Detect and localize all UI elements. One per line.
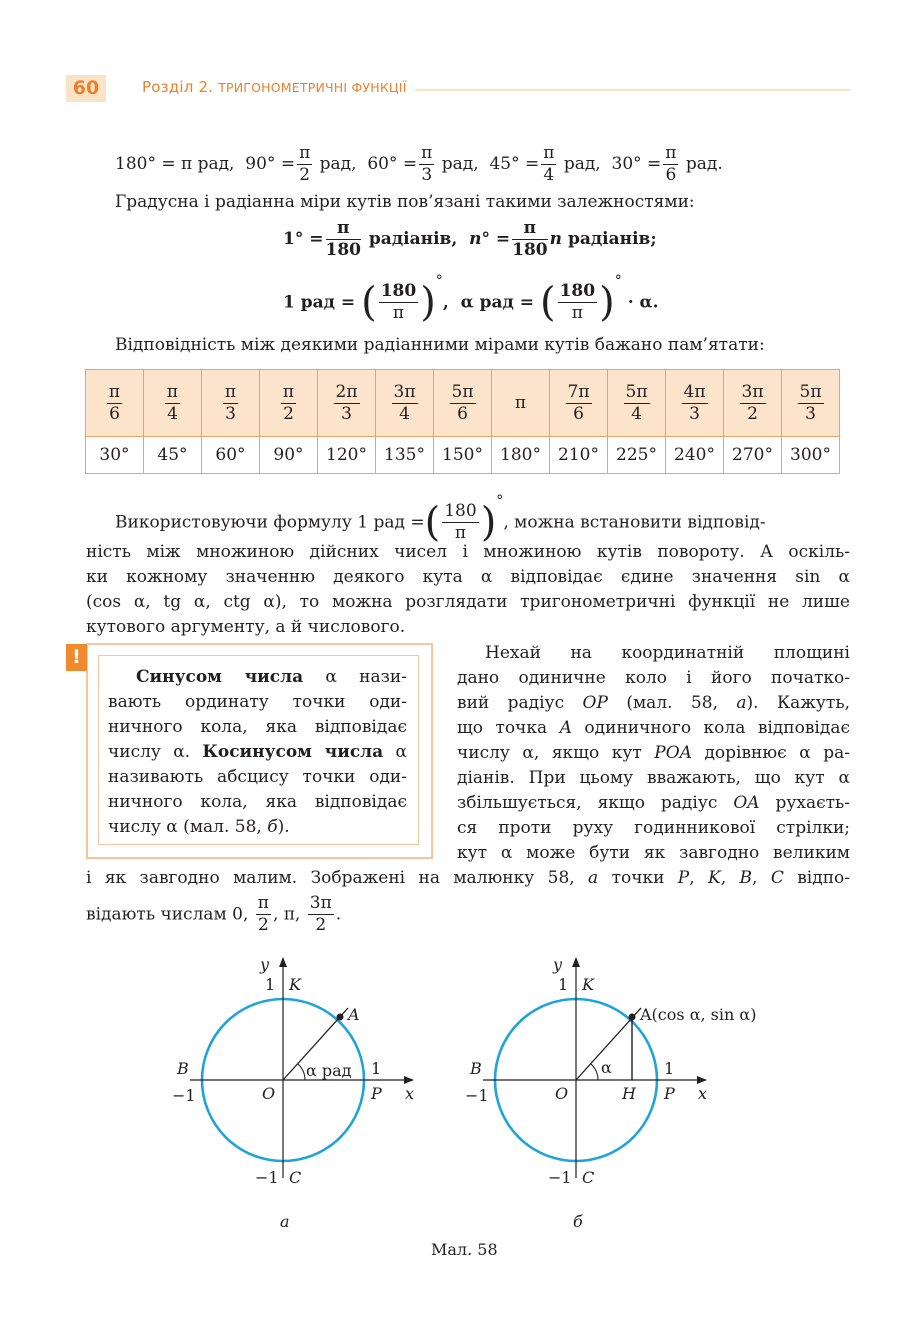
numerator: 180	[444, 501, 477, 521]
angle-table	[85, 369, 840, 474]
fraction	[740, 382, 766, 425]
fraction	[442, 501, 478, 544]
denominator: 2	[315, 915, 327, 935]
denominator: 4	[167, 403, 178, 424]
definition-line3: ничного кола, яка відповідає	[108, 717, 407, 737]
text: вий радіус	[457, 693, 583, 713]
point-c: C	[770, 868, 784, 888]
numerator: π	[299, 143, 311, 163]
formula-degree-radian	[283, 218, 657, 261]
radian-value: π	[514, 393, 527, 413]
point-k: K	[708, 868, 721, 888]
label-h-b: H	[622, 1084, 636, 1103]
definition-line6: ничного кола, яка відповідає	[108, 792, 407, 812]
right-line2: дано одиничне коло і його початко-	[457, 668, 850, 688]
denominator: π	[454, 523, 467, 543]
figure-caption: Мал. 58	[431, 1240, 498, 1259]
label-point-a: A	[348, 1005, 360, 1024]
numerator: 180	[559, 281, 596, 301]
radian-cell	[260, 370, 318, 437]
fraction	[682, 382, 708, 425]
paren-open: (	[539, 279, 556, 326]
conversions-line	[115, 143, 723, 186]
numerator: 3π	[741, 381, 764, 402]
fraction	[308, 893, 334, 936]
numerator: 7π	[567, 381, 590, 402]
para1-line1	[115, 490, 766, 546]
text: POA	[654, 743, 692, 763]
fraction	[512, 218, 548, 261]
degree-cell: 180°	[492, 437, 550, 474]
conversion-30: 30° =	[611, 154, 662, 174]
para1-line2: ність між множиною дійсних чисел і множиною кутів повороту. А оскіль-	[86, 542, 850, 562]
unit: радіанів;	[567, 229, 657, 249]
numerator: π	[166, 381, 179, 402]
degree-cell: 300°	[782, 437, 840, 474]
label-o-a: O	[262, 1084, 276, 1103]
label-x-a: x	[405, 1084, 415, 1103]
denominator: 3	[341, 403, 352, 424]
numerator: π	[512, 218, 548, 240]
formula-1deg: 1° =	[283, 229, 324, 249]
numerator: 4π	[683, 381, 706, 402]
radian-cell	[782, 370, 840, 437]
text: б	[267, 817, 278, 837]
denominator: 2	[283, 403, 294, 424]
denominator: π	[392, 303, 405, 323]
fraction	[107, 382, 122, 425]
fraction	[281, 382, 296, 425]
denominator: 3	[225, 403, 236, 424]
chapter-title: ТРИГОНОМЕТРИЧНІ ФУНКЦІЇ	[218, 80, 407, 95]
text: , можна встановити відповід-	[503, 512, 766, 533]
point-a	[337, 1014, 344, 1021]
numerator: 3π	[393, 381, 416, 402]
numerator: 5π	[451, 381, 474, 402]
relation-intro: Градусна і радіанна міри кутів пов’язані такими залежностями:	[115, 192, 695, 212]
text: .	[335, 904, 342, 925]
text: рухаєть-	[759, 793, 851, 813]
text: збільшується, якщо радіус	[457, 793, 734, 813]
formula-alpha-rad: α рад =	[460, 292, 535, 313]
denominator: 2	[299, 165, 311, 185]
fraction	[566, 382, 592, 425]
text: Використовуючи формулу 1 рад =	[115, 512, 425, 533]
radian-cell	[318, 370, 376, 437]
label-k-a: K	[289, 975, 301, 994]
text: ).	[277, 817, 290, 837]
numerator: 3π	[309, 893, 332, 913]
denominator: 6	[109, 403, 120, 424]
degree-sign: °	[496, 493, 504, 509]
numerator: 180	[380, 281, 417, 301]
fraction	[419, 143, 434, 186]
text: ,	[689, 868, 709, 888]
denominator: 3	[805, 403, 816, 424]
text: OP	[582, 693, 608, 713]
text: ). Кажуть,	[746, 693, 850, 713]
fraction	[223, 382, 238, 425]
radian-cell	[492, 370, 550, 437]
denominator: 180	[512, 240, 548, 260]
degree-sign: °	[614, 273, 622, 289]
fraction	[624, 382, 650, 425]
label-o-b: O	[555, 1084, 569, 1103]
label-c-b: C	[582, 1168, 595, 1187]
header-rule	[415, 89, 850, 91]
degree-cell: 150°	[434, 437, 492, 474]
fraction	[541, 143, 556, 186]
denominator: 4	[631, 403, 642, 424]
text: ,	[752, 868, 771, 888]
label-angle-b: α	[601, 1058, 612, 1077]
denominator: 6	[665, 165, 677, 185]
text: дорівнює α ра-	[691, 743, 850, 763]
numerator: π	[665, 143, 677, 163]
conversion-45: 45° =	[489, 154, 540, 174]
radian-cell	[608, 370, 666, 437]
numerator: 5π	[799, 381, 822, 402]
caption-b: б	[573, 1212, 583, 1231]
unit: рад,	[441, 154, 479, 174]
radian-cell	[724, 370, 782, 437]
right-line7	[457, 792, 850, 814]
text: ,	[720, 868, 740, 888]
right-line3	[457, 692, 850, 714]
paren-close: )	[599, 279, 615, 326]
text: одиничного кола відповідає	[571, 718, 850, 738]
label-angle-a: α рад	[306, 1061, 352, 1080]
fraction	[326, 218, 362, 261]
unit: рад,	[563, 154, 601, 174]
degree-cell: 270°	[724, 437, 782, 474]
text: числу α (мал. 58,	[108, 817, 268, 837]
paren-close: )	[480, 499, 497, 546]
conversion-180: 180° = π рад,	[115, 154, 235, 174]
right-line6: діанів. При цьому вважають, що кут α	[457, 768, 850, 788]
denominator: 180	[325, 240, 361, 260]
degree-row	[86, 437, 840, 474]
para1-line5: кутового аргументу, а й числового.	[86, 617, 406, 637]
text: що точка	[457, 718, 560, 738]
label-x-b: x	[698, 1084, 708, 1103]
paren-open: (	[361, 279, 377, 326]
numerator: π	[224, 381, 237, 402]
numerator: 5π	[625, 381, 648, 402]
denominator: 3	[421, 165, 433, 185]
text: Нехай на координатній площині	[485, 643, 850, 663]
degree-cell: 225°	[608, 437, 666, 474]
label-b-b: B	[470, 1059, 482, 1078]
para1-line4: (cos α, tg α, ctg α), то можна розглядати тригонометричні функції не лише	[86, 592, 850, 612]
label-1-right-a: 1	[371, 1059, 382, 1078]
degree-cell: 210°	[550, 437, 608, 474]
unit: рад,	[319, 154, 357, 174]
numerator: 2π	[335, 381, 358, 402]
paren-close: )	[420, 279, 436, 326]
label-p-a: P	[371, 1084, 382, 1103]
conversion-90: 90° =	[245, 154, 296, 174]
angle-arc-b	[591, 1064, 598, 1080]
definition-line4	[108, 741, 407, 763]
label-b-a: B	[177, 1059, 189, 1078]
text: а	[736, 693, 747, 713]
definition-line5: називають абсцису точки оди-	[108, 767, 407, 787]
page-number: 60	[66, 75, 106, 102]
fraction	[663, 143, 678, 186]
text: відпо-	[783, 868, 851, 888]
fraction	[450, 382, 476, 425]
label-minus1-bottom-b: −1	[548, 1168, 572, 1187]
right-line5	[457, 742, 850, 764]
numerator: π	[326, 218, 362, 240]
figure-58	[0, 940, 924, 1240]
label-k-b: K	[582, 975, 594, 994]
text: точки	[598, 868, 678, 888]
term-cosine: Косинусом числа	[202, 742, 384, 762]
fraction	[392, 382, 418, 425]
label-1-top-a: 1	[265, 975, 276, 994]
text: OA	[733, 793, 760, 813]
formula-ndeg: n° =	[469, 229, 511, 249]
label-minus1-bottom-a: −1	[255, 1168, 279, 1187]
text: числу α.	[108, 742, 203, 762]
right-line4	[457, 717, 850, 739]
radian-cell	[144, 370, 202, 437]
degree-cell: 45°	[144, 437, 202, 474]
radian-cell	[550, 370, 608, 437]
degree-sign: °	[435, 273, 443, 289]
denominator: 4	[543, 165, 555, 185]
chapter-number: Розділ 2.	[142, 78, 214, 96]
fraction	[798, 382, 824, 425]
denominator: π	[571, 303, 583, 323]
definition-line7	[108, 816, 290, 838]
denominator: 6	[573, 403, 584, 424]
para2-line2	[86, 893, 341, 941]
formula-tail: · α.	[627, 292, 659, 313]
unit: радіанів,	[368, 229, 458, 249]
formula-radian-degree	[283, 270, 659, 326]
radian-cell	[434, 370, 492, 437]
denominator: 2	[747, 403, 758, 424]
text: числу α, якщо кут	[457, 743, 655, 763]
denominator: 4	[399, 403, 410, 424]
fraction	[558, 281, 598, 324]
variable-n: n	[549, 229, 563, 249]
text: A	[559, 718, 572, 738]
fraction	[379, 281, 419, 324]
definition-line1	[108, 666, 407, 688]
label-1-right-b: 1	[664, 1059, 675, 1078]
numerator: π	[282, 381, 295, 402]
point-b: B	[739, 868, 753, 888]
radian-cell	[666, 370, 724, 437]
numerator: π	[421, 143, 433, 163]
table-intro: Відповідність між деякими радіанними мірами кутів бажано пам’ятати:	[115, 335, 765, 355]
para2-line1	[86, 867, 850, 889]
text: , π,	[272, 904, 301, 925]
degree-cell: 120°	[318, 437, 376, 474]
text: а	[588, 868, 599, 888]
fraction	[256, 893, 271, 936]
radian-cell	[376, 370, 434, 437]
paren-open: (	[424, 499, 441, 546]
chapter-heading	[142, 78, 407, 96]
radian-cell	[202, 370, 260, 437]
point-p: P	[677, 868, 690, 888]
text: (мал. 58,	[607, 693, 737, 713]
degree-cell: 90°	[260, 437, 318, 474]
unit: рад.	[685, 154, 723, 174]
right-line1	[457, 642, 850, 664]
label-y-a: y	[260, 955, 270, 974]
label-minus1-left-a: −1	[172, 1086, 196, 1105]
denominator: 2	[257, 915, 269, 935]
label-1-top-b: 1	[558, 975, 569, 994]
degree-cell: 30°	[86, 437, 144, 474]
denominator: 6	[457, 403, 468, 424]
para1-line3: ки кожному значенню деякого кута α відповідає єдине значення sin α	[86, 567, 850, 587]
right-line8: ся проти руху годинникової стрілки;	[457, 818, 850, 838]
denominator: 3	[689, 403, 700, 424]
point-a-b	[629, 1014, 636, 1021]
label-point-a-b: A(cos α, sin α)	[640, 1005, 757, 1024]
text: α нази-	[303, 667, 407, 687]
fraction	[297, 143, 312, 186]
label-p-b: P	[664, 1084, 675, 1103]
right-line9: кут α може бути як завгодно великим	[457, 843, 850, 863]
angle-arc-a	[298, 1064, 305, 1080]
warning-icon: !	[66, 644, 87, 671]
numerator: π	[257, 893, 269, 913]
text: α	[383, 742, 407, 762]
text: і як завгодно малим. Зображені на малюнку 58,	[86, 868, 589, 888]
radian-row	[86, 370, 840, 437]
fraction	[334, 382, 360, 425]
degree-cell: 240°	[666, 437, 724, 474]
definition-line2: вають ординату точки оди-	[108, 692, 407, 712]
degree-cell: 60°	[202, 437, 260, 474]
radian-cell	[86, 370, 144, 437]
label-y-b: y	[553, 955, 563, 974]
label-c-a: C	[289, 1168, 302, 1187]
caption-a: а	[280, 1212, 290, 1231]
numerator: π	[108, 381, 121, 402]
term-sine: Синусом числа	[136, 667, 304, 687]
label-minus1-left-b: −1	[465, 1086, 489, 1105]
numerator: π	[543, 143, 555, 163]
text: відають числам 0,	[86, 904, 249, 925]
conversion-60: 60° =	[367, 154, 418, 174]
formula-1rad: 1 рад =	[283, 292, 356, 313]
separator: ,	[442, 292, 449, 313]
fraction	[165, 382, 180, 425]
degree-cell: 135°	[376, 437, 434, 474]
